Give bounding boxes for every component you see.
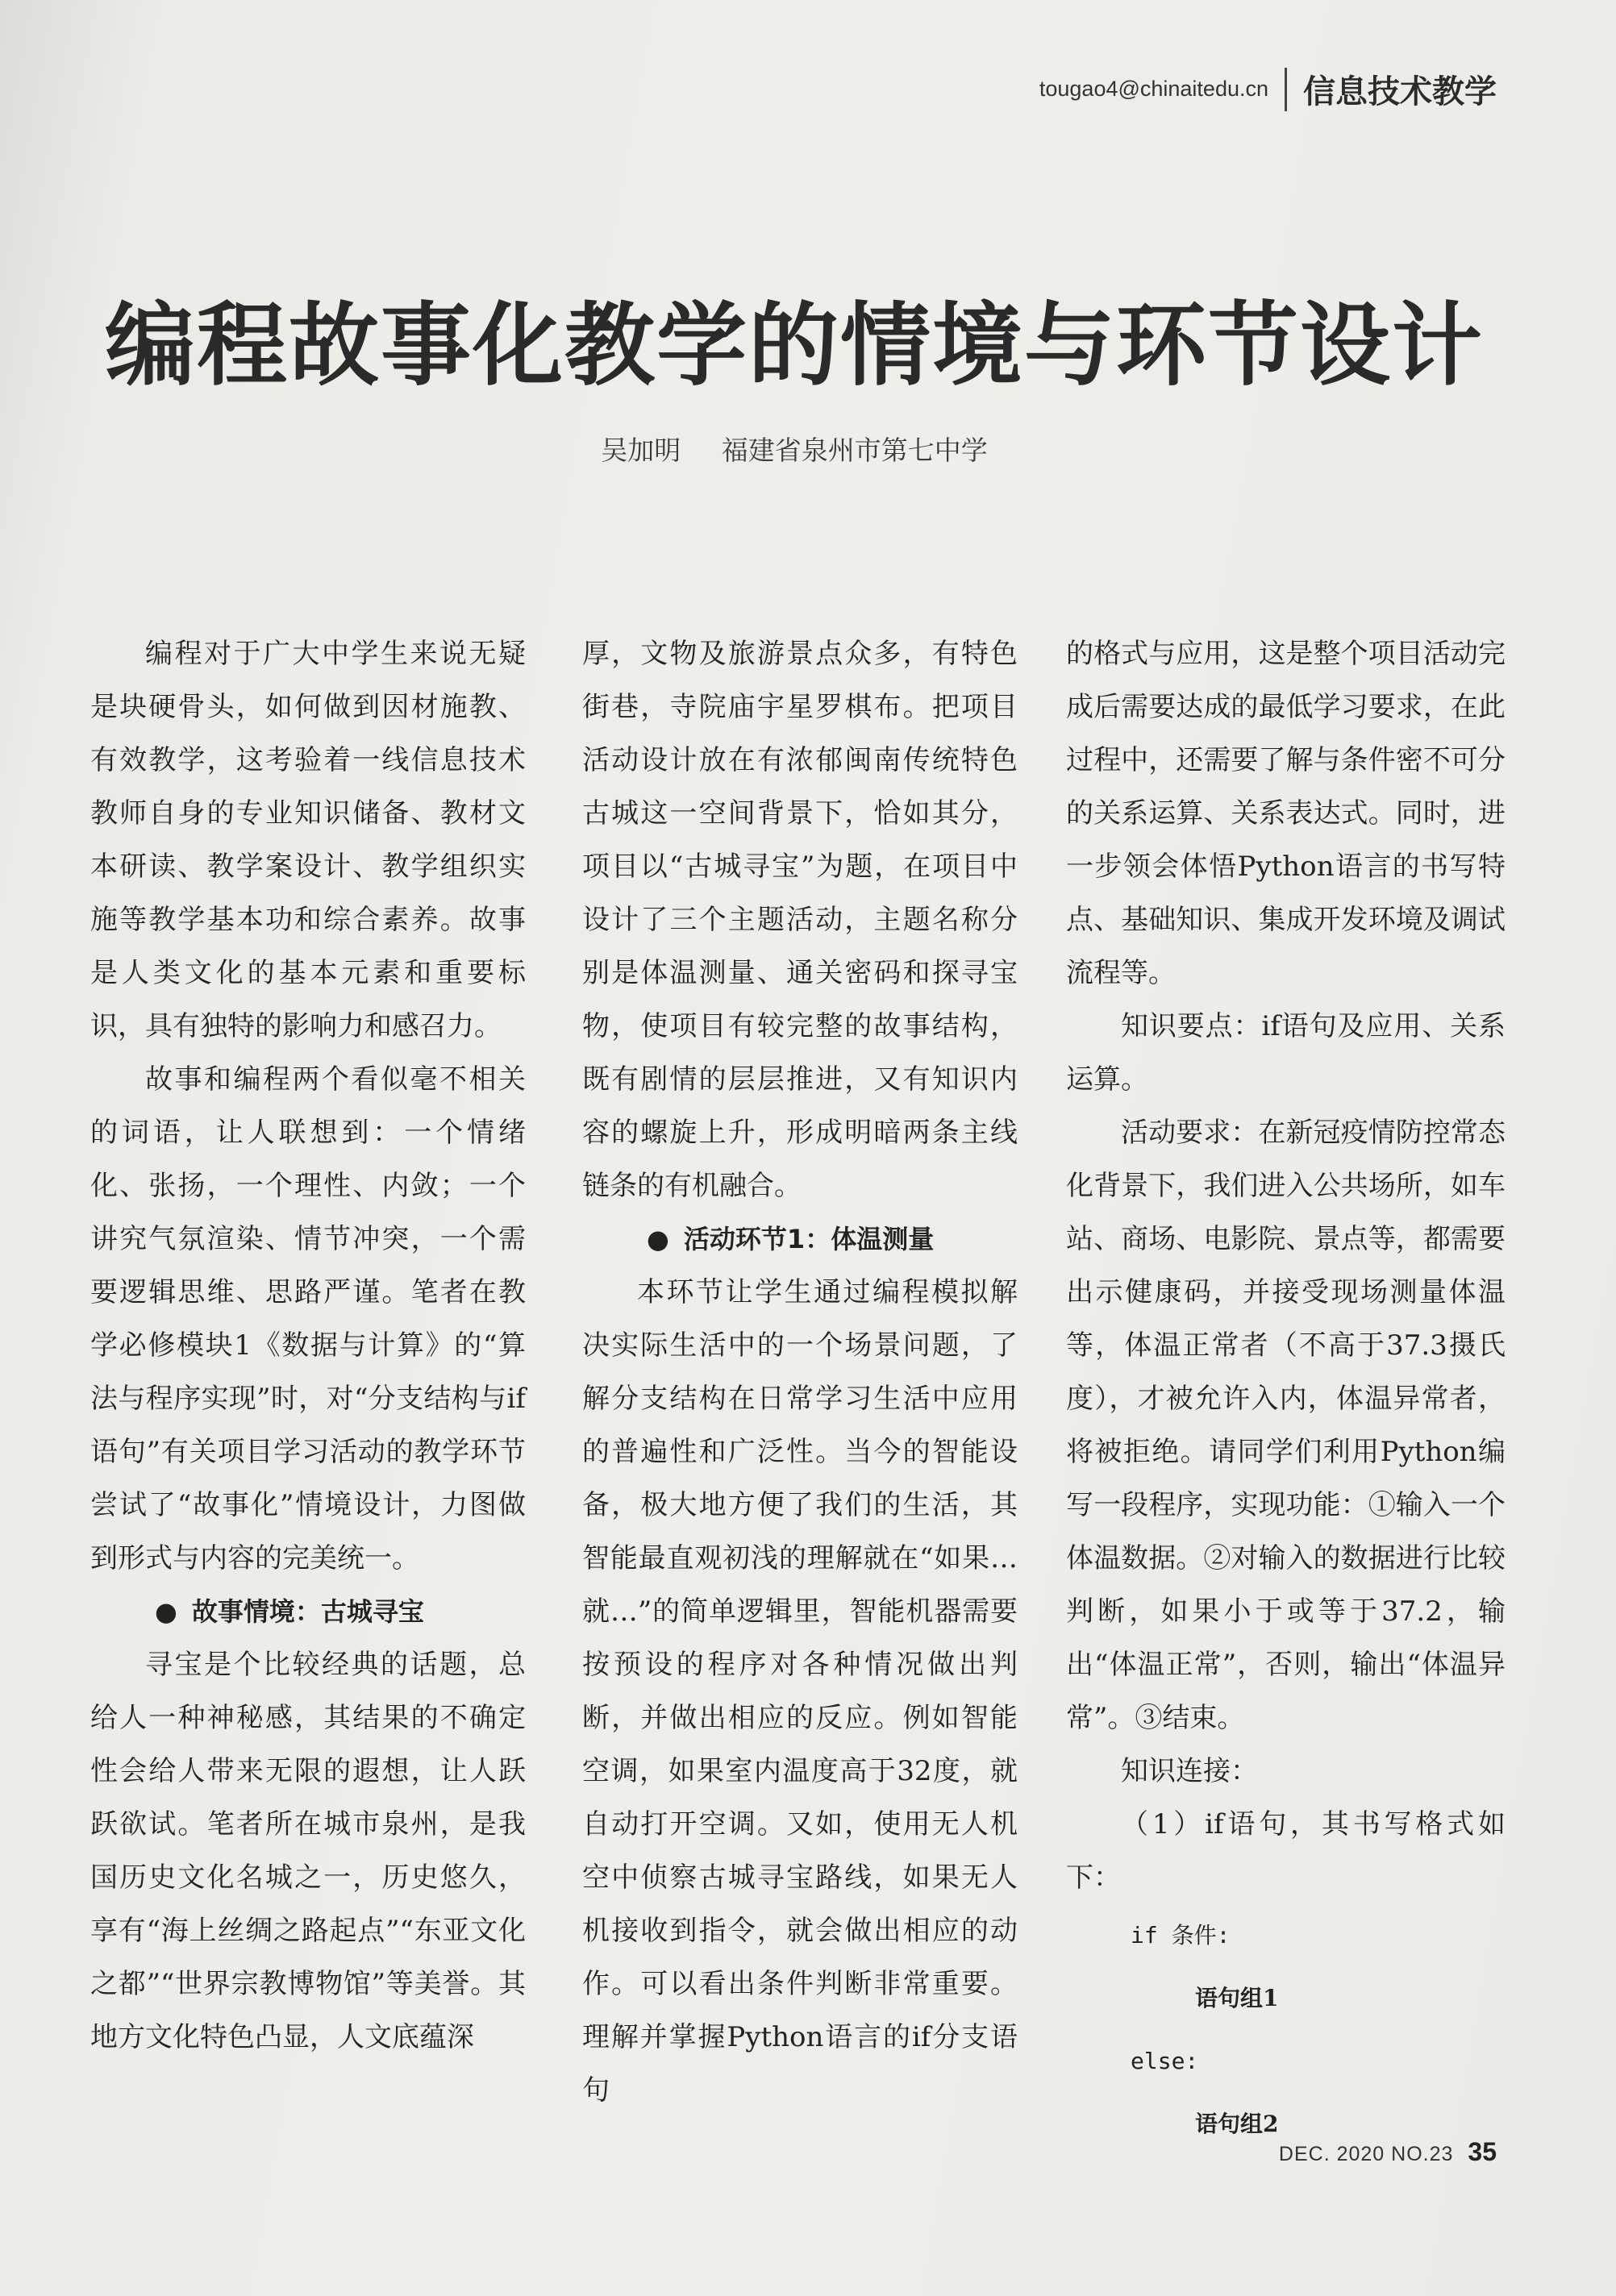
paragraph: 寻宝是个比较经典的话题，总给人一种神秘感，其结果的不确定性会给人带来无限的遐想，让人跃跃欲试。笔者所在城市泉州，是我国历史文化名城之一，历史悠久，享有“海上丝绸之路起点”“东亚文化之都”“世界宗教博物馆”等美誉。其地方文化特色凸显，人文底蕴深	[90, 1649, 526, 2053]
code-line: else:	[1131, 2048, 1199, 2074]
section-heading	[582, 1212, 1018, 1266]
paragraph: 故事和编程两个看似毫不相关的词语，让人联想到：一个情绪化、张扬，一个理性、内敛；一个讲究气氛渲染、情节冲突，一个需要逻辑思维、思路严谨。笔者在教学必修模块1《数据与计算》的“算法与程序实现”时，对“分支结构与if语句”有关项目学习活动的教学环节尝试了“故事化”情境设计，力图做到形式与内容的完美统一。	[90, 1063, 526, 1574]
code-block	[1066, 1904, 1506, 2156]
section-name: 信息技术教学	[1303, 73, 1497, 110]
submission-email: tougao4@chinaitedu.cn	[1039, 77, 1268, 101]
paragraph: （1）if语句，其书写格式如下：	[1066, 1808, 1506, 1894]
section-heading-text: 故事情境：古城寻宝	[191, 1596, 424, 1627]
page-header	[1039, 66, 1497, 112]
article-title: 编程故事化教学的情境与环节设计	[105, 293, 1484, 398]
paragraph: 厚，文物及旅游景点众多，有特色街巷，寺院庙宇星罗棋布。把项目活动设计放在有浓郁闽南传统特色古城这一空间背景下，恰如其分，项目以“古城寻宝”为题，在项目中设计了三个主题活动，主题名称分别是体温测量、通关密码和探寻宝物，使项目有较完整的故事结构，既有剧情的层层推进，又有知识内容的螺旋上升，形成明暗两条主线链条的有机融合。	[582, 638, 1018, 1202]
header-divider	[1285, 68, 1287, 111]
issue-info: DEC. 2020 NO.23	[1278, 2143, 1454, 2165]
code-line: 语句组2	[1195, 2111, 1279, 2137]
paragraph: 编程对于广大中学生来说无疑是块硬骨头，如何做到因材施教、有效教学，这考验着一线信息技术教师自身的专业知识储备、教材文本研读、教学案设计、教学组织实施等教学基本功和综合素养。故事是人类文化的基本元素和重要标识，具有独特的影响力和感召力。	[90, 638, 526, 1042]
body-column-3	[1066, 627, 1506, 2156]
paragraph: 本环节让学生通过编程模拟解决实际生活中的一个场景问题，了解分支结构在日常学习生活中应用的普遍性和广泛性。当今的智能设备，极大地方便了我们的生活，其智能最直观初浅的理解就在“如果…就…”的简单逻辑里，智能机器需要按预设的程序对各种情况做出判断，并做出相应的反应。例如智能空调，如果室内温度高于32度，就自动打开空调。又如，使用无人机空中侦察古城寻宝路线，如果无人机接收到指令，就会做出相应的动作。可以看出条件判断非常重要。理解并掌握Python语言的if分支语句	[582, 1276, 1018, 2107]
page-number: 35	[1468, 2137, 1497, 2166]
article-byline: 吴加明 福建省泉州市第七中学	[601, 435, 988, 466]
paragraph: 知识要点：if语句及应用、关系运算。	[1066, 1010, 1506, 1096]
paragraph: 活动要求：在新冠疫情防控常态化背景下，我们进入公共场所，如车站、商场、电影院、景点等，都需要出示健康码，并接受现场测量体温等，体温正常者（不高于37.3摄氏度），才被允许入内，体温异常者，将被拒绝。请同学们利用Python编写一段程序，实现功能：①输入一个体温数据。②对输入的数据进行比较判断，如果小于或等于37.2，输出“体温正常”，否则，输出“体温异常”。③结束。	[1066, 1117, 1506, 1734]
code-line: 语句组1	[1195, 1985, 1279, 2011]
body-column-1	[90, 627, 526, 2064]
page-footer	[1279, 2137, 1497, 2167]
code-line: if 条件:	[1131, 1922, 1231, 1949]
paragraph: 的格式与应用，这是整个项目活动完成后需要达成的最低学习要求，在此过程中，还需要了解与条件密不可分的关系运算、关系表达式。同时，进一步领会体悟Python语言的书写特点、基础知识、集成开发环境及调试流程等。	[1066, 638, 1506, 989]
bullet-icon: ●	[155, 1596, 177, 1627]
body-column-2	[582, 627, 1018, 2117]
paragraph: 知识连接：	[1121, 1755, 1258, 1787]
bullet-icon: ●	[647, 1224, 669, 1254]
section-heading-text: 活动环节1：体温测量	[683, 1224, 935, 1254]
section-heading	[90, 1585, 526, 1638]
